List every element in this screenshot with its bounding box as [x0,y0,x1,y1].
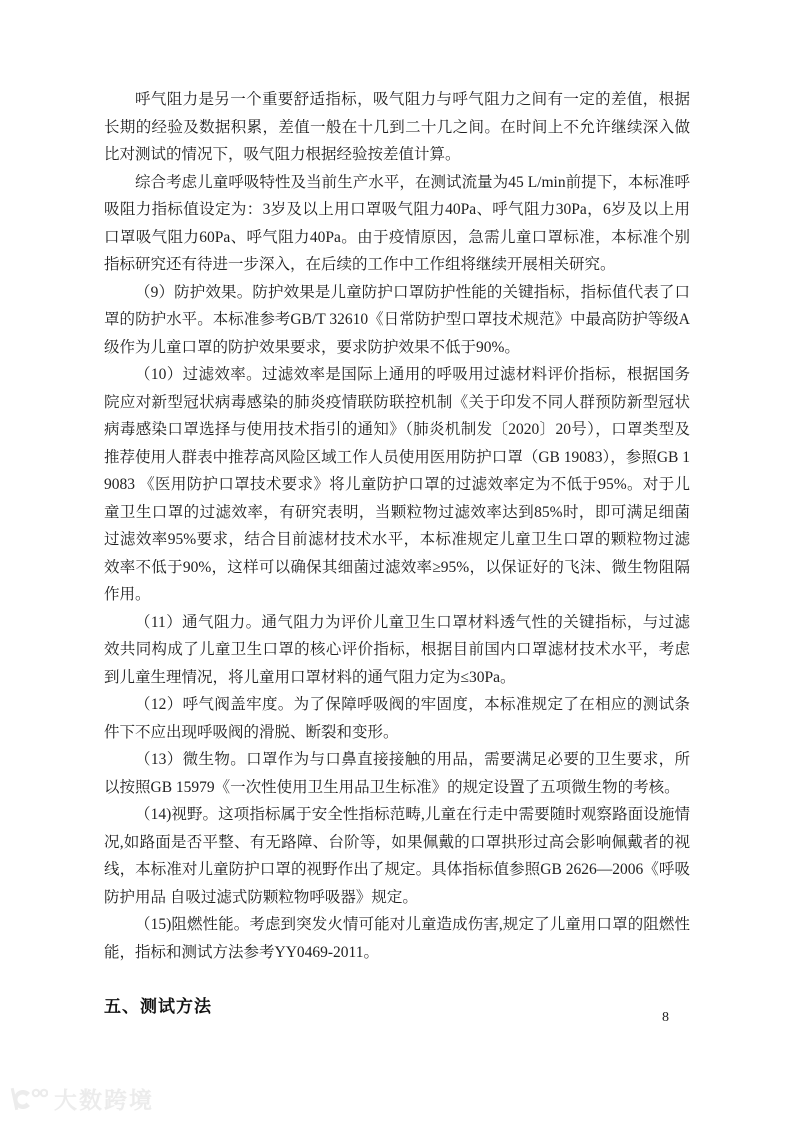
watermark [10,1082,154,1115]
body-paragraph: （11）通气阻力。通气阻力为评价儿童卫生口罩材料透气性的关键指标，与过滤效共同构成了儿童卫生口罩的核心评价指标，根据目前国内口罩滤材技术水平，考虑到儿童生理情况，将儿童用口罩材料的通气阻力定为≤30Pa。 [104,613,690,686]
body-paragraph: （15)阻燃性能。考虑到突发火情可能对儿童造成伤害,规定了儿童用口罩的阻燃性能，指标和测试方法参考YY0469-2011。 [104,916,690,961]
watermark-text: 大数跨境 [54,1087,154,1113]
body-paragraph: 呼气阻力是另一个重要舒适指标，吸气阻力与呼气阻力之间有一定的差值，根据长期的经验及数据积累，差值一般在十几到二十几之间。在时间上不允许继续深入做比对测试的情况下，吸气阻力根据经验按差值计算。 [104,91,690,163]
document-body [104,86,690,1017]
page-number: 8 [662,1010,669,1025]
body-paragraph: （14)视野。这项指标属于安全性指标范畴,儿童在行走中需要随时观察路面设施情况,如路面是否平整、有无路障、台阶等，如果佩戴的口罩拱形过高会影响佩戴者的视线，本标准对儿童防护口罩的视野作出了规定。具体指标值参照GB 2626—2006《呼吸防护用品 自吸过滤式防颗粒物呼吸器》规定。 [104,806,690,906]
body-paragraph: （10）过滤效率。过滤效率是国际上通用的呼吸用过滤材料评价指标，根据国务院应对新型冠状病毒感染的肺炎疫情联防联控机制《关于印发不同人群预防新型冠状病毒感染口罩选择与使用技术指引的通知》（肺炎机制发〔2020〕20号），口罩类型及推荐使用人群表中推荐高风险区域工作人员使用医用防护口罩（GB 19083），参照GB 19083 《医用防护口罩技术要求》将儿童防护口罩的过滤效率定为不低于95%。对于儿童卫生口罩的过滤效率，有研究表明，当颗粒物过滤效率达到85%时，即可满足细菌过滤效率95%要求，结合目前滤材技术水平，本标准规定儿童卫生口罩的颗粒物过滤效率不低于90%，这样可以确保其细菌过滤效率≥95%，以保证好的飞沫、微生物阻隔作用。 [104,366,690,603]
body-paragraph: （9）防护效果。防护效果是儿童防护口罩防护性能的关键指标，指标值代表了口罩的防护水平。本标准参考GB/T 32610《日常防护型口罩技术规范》中最高防护等级A级作为儿童口罩的防护效果要求，要求防护效果不低于90%。 [104,283,690,356]
body-paragraph: （12）呼气阀盖牢度。为了保障呼吸阀的牢固度，本标准规定了在相应的测试条件下不应出现呼吸阀的滑脱、断裂和变形。 [104,696,690,741]
section-heading: 五、测试方法 [104,997,212,1016]
body-paragraph: 综合考虑儿童呼吸特性及当前生产水平，在测试流量为45 L/min前提下，本标准呼吸阻力指标值设定为：3岁及以上用口罩吸气阻力40Pa、呼气阻力30Pa，6岁及以上用口罩吸气阻力60Pa、呼气阻力40Pa。由于疫情原因，急需儿童口罩标准，本标准个别指标研究还有待进一步深入，在后续的工作中工作组将继续开展相关研究。 [104,173,690,273]
body-paragraph: （13）微生物。口罩作为与口鼻直接接触的用品，需要满足必要的卫生要求，所以按照GB 15979《一次性使用卫生用品卫生标准》的规定设置了五项微生物的考核。 [104,751,690,796]
dashu-kuajing-logo-icon [10,1086,48,1112]
